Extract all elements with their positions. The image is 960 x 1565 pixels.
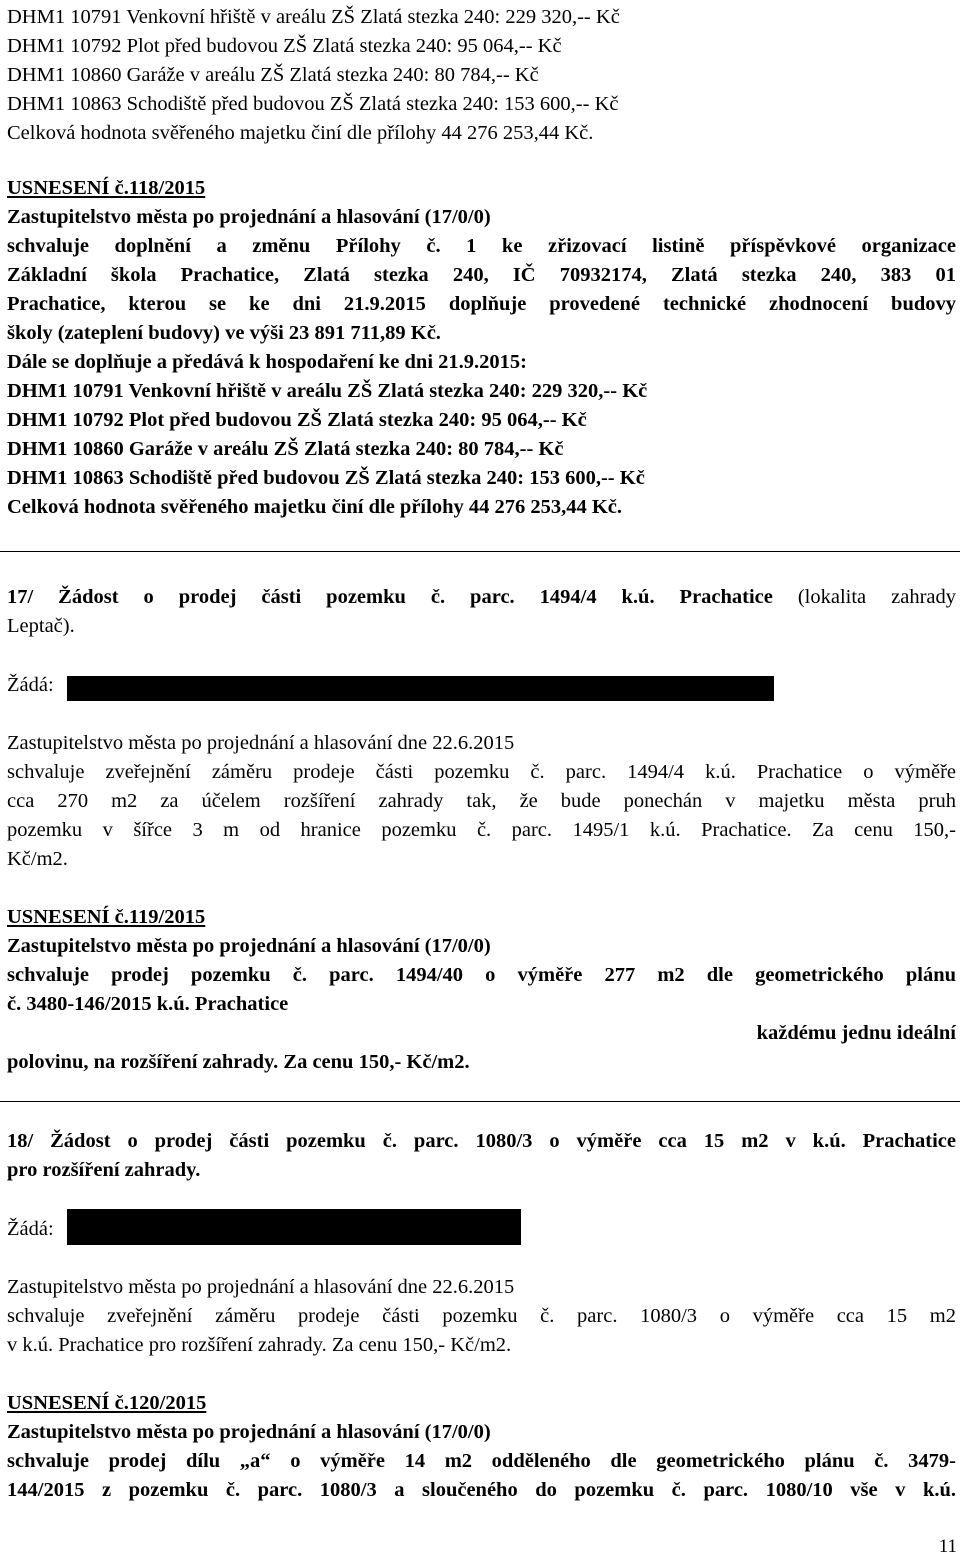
item-18-council-date: Zastupitelstvo města po projednání a hlasování dne 22.6.2015 (7, 1276, 515, 1298)
section-divider (0, 1101, 960, 1102)
resolution-118-total: Celková hodnota svěřeného majetku činí dle přílohy 44 276 253,44 Kč. (7, 496, 623, 518)
item-18-decision-line: v k.ú. Prachatice pro rozšíření zahrady. Za cenu 150,- Kč/m2. (7, 1334, 512, 1356)
item-18-heading-line2: pro rozšíření zahrady. (7, 1159, 201, 1181)
resolution-118-body-line: školy (zateplení budovy) ve výši 23 891 711,89 Kč. (7, 322, 441, 344)
resolution-120-vote: Zastupitelstvo města po projednání a hlasování (17/0/0) (7, 1421, 491, 1443)
resolution-119-body-line: schvaluje prodej pozemku č. parc. 1494/40 o výměře 277 m2 dle geometrického plánu (7, 964, 956, 986)
item-17-decision-line: Kč/m2. (7, 848, 68, 870)
item-18-applicant-label: Žádá: (7, 1218, 54, 1240)
resolution-118-body-line: Základní škola Prachatice, Zlatá stezka 240, IČ 70932174, Zlatá stezka 240, 383 01 (7, 264, 956, 286)
top-list-item: DHM1 10791 Venkovní hřiště v areálu ZŠ Zlatá stezka 240: 229 320,-- Kč (7, 6, 620, 28)
resolution-119-body-line: č. 3480-146/2015 k.ú. Prachatice (7, 993, 289, 1015)
resolution-118-asset-line: DHM1 10863 Schodiště před budovou ZŠ Zlatá stezka 240: 153 600,-- Kč (7, 467, 645, 489)
section-divider (0, 551, 960, 552)
redaction-bar (67, 676, 774, 701)
resolution-120-title: USNESENÍ č.120/2015 (7, 1392, 207, 1414)
item-17-heading-normal: (lokalita zahrady (772, 586, 956, 608)
resolution-118-asset-line: DHM1 10860 Garáže v areálu ZŠ Zlatá stezka 240: 80 784,-- Kč (7, 438, 564, 460)
resolution-118-body-line: schvaluje doplnění a změnu Přílohy č. 1 ke zřizovací listině příspěvkové organizace (7, 235, 956, 257)
resolution-118-body-line: Dále se doplňuje a předává k hospodaření ke dni 21.9.2015: (7, 351, 527, 373)
resolution-119-vote: Zastupitelstvo města po projednání a hlasování (17/0/0) (7, 935, 491, 957)
top-list-item: DHM1 10792 Plot před budovou ZŠ Zlatá stezka 240: 95 064,-- Kč (7, 35, 562, 57)
item-17-heading-line2: Leptač). (7, 615, 75, 637)
resolution-120-body-line: 144/2015 z pozemku č. parc. 1080/3 a sloučeného do pozemku č. parc. 1080/10 vše v k.ú. (7, 1479, 956, 1501)
item-17-heading-bold: 17/ Žádost o prodej části pozemku č. parc. 1494/4 k.ú. Prachatice (7, 586, 773, 608)
item-17-decision-line: schvaluje zveřejnění záměru prodeje části pozemku č. parc. 1494/4 k.ú. Prachatice o výměře (7, 761, 956, 783)
item-17-decision-line: cca 270 m2 za účelem rozšíření zahrady tak, že bude ponechán v majetku města pruh (7, 790, 956, 812)
resolution-118-title: USNESENÍ č.118/2015 (7, 177, 206, 199)
redaction-bar (67, 1209, 521, 1245)
item-17-heading (7, 585, 956, 609)
item-18-heading: 18/ Žádost o prodej části pozemku č. parc. 1080/3 o výměře cca 15 m2 v k.ú. Prachatice (7, 1130, 956, 1152)
page-number: 11 (938, 1536, 957, 1557)
resolution-118-asset-line: DHM1 10791 Venkovní hřiště v areálu ZŠ Zlatá stezka 240: 229 320,-- Kč (7, 380, 648, 402)
item-17-decision-line: pozemku v šířce 3 m od hranice pozemku č. parc. 1495/1 k.ú. Prachatice. Za cenu 150,- (7, 819, 956, 841)
top-list-total: Celková hodnota svěřeného majetku činí dle přílohy 44 276 253,44 Kč. (7, 122, 594, 144)
resolution-118-vote: Zastupitelstvo města po projednání a hlasování (17/0/0) (7, 206, 491, 228)
resolution-120-body-line: schvaluje prodej dílu „a“ o výměře 14 m2 odděleného dle geometrického plánu č. 3479- (7, 1450, 956, 1472)
top-list-item: DHM1 10860 Garáže v areálu ZŠ Zlatá stezka 240: 80 784,-- Kč (7, 64, 539, 86)
resolution-119-body-line: každému jednu ideální (756, 1022, 956, 1044)
resolution-119-title: USNESENÍ č.119/2015 (7, 906, 206, 928)
resolution-118-body-line: Prachatice, kterou se ke dni 21.9.2015 doplňuje provedené technické zhodnocení budovy (7, 293, 956, 315)
item-17-council-date: Zastupitelstvo města po projednání a hlasování dne 22.6.2015 (7, 732, 515, 754)
resolution-119-body-line: polovinu, na rozšíření zahrady. Za cenu 150,- Kč/m2. (7, 1051, 470, 1073)
top-list-item: DHM1 10863 Schodiště před budovou ZŠ Zlatá stezka 240: 153 600,-- Kč (7, 93, 619, 115)
resolution-118-asset-line: DHM1 10792 Plot před budovou ZŠ Zlatá stezka 240: 95 064,-- Kč (7, 409, 587, 431)
item-17-applicant-label: Žádá: (7, 674, 54, 696)
item-18-decision-line: schvaluje zveřejnění záměru prodeje části pozemku č. parc. 1080/3 o výměře cca 15 m2 (7, 1305, 956, 1327)
